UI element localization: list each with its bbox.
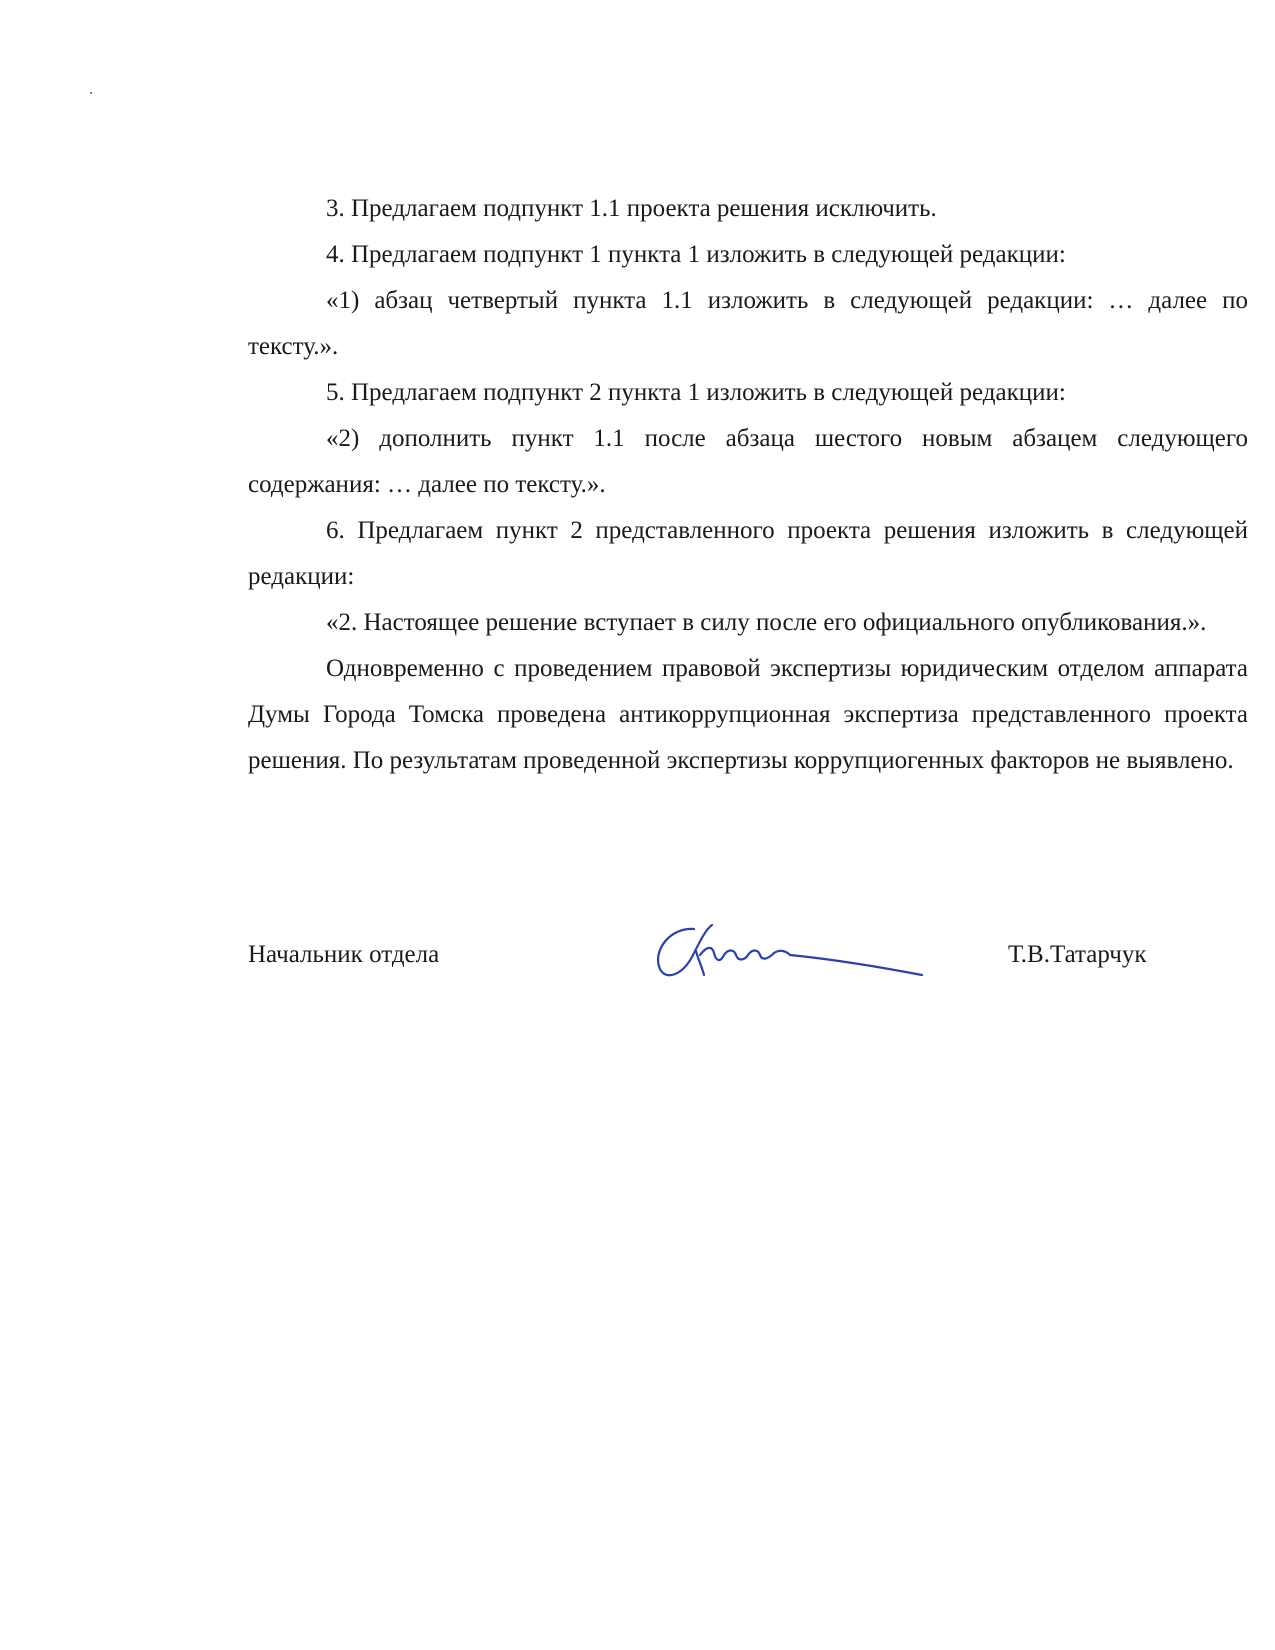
- scan-speck: [90, 92, 92, 94]
- paragraph-4-quote: «1) абзац четвертый пункта 1.1 изложить в следующей редакции: … далее по тексту.».: [248, 287, 1248, 360]
- handwritten-signature: [650, 911, 930, 991]
- signer-position: Начальник отдела: [248, 941, 440, 968]
- signature-strokes: [658, 925, 922, 975]
- paragraph-6-quote: «2. Настоящее решение вступает в силу после его официального опубликования.».: [326, 609, 1207, 636]
- signature-block: [248, 905, 1275, 995]
- document-body: [248, 186, 1275, 784]
- paragraph-6: 6. Предлагаем пункт 2 представленного проекта решения изложить в следующей редакции:: [248, 517, 1248, 590]
- paragraph-5-quote: «2) дополнить пункт 1.1 после абзаца шестого новым абзацем следующего содержания: … далее по тексту.».: [248, 425, 1248, 498]
- paragraph-4: 4. Предлагаем подпункт 1 пункта 1 изложить в следующей редакции:: [326, 241, 1066, 268]
- paragraph-3: 3. Предлагаем подпункт 1.1 проекта решения исключить.: [326, 195, 937, 222]
- paragraph-expertise: Одновременно с проведением правовой экспертизы юридическим отделом аппарата Думы Города Томска проведена антикоррупционная экспертиза представленного проекта решения. По результатам проведенной экспертизы коррупциогенных факторов не выявлено.: [248, 655, 1248, 774]
- signer-name: Т.В.Татарчук: [1008, 941, 1147, 968]
- paragraph-5: 5. Предлагаем подпункт 2 пункта 1 изложить в следующей редакции:: [326, 379, 1066, 406]
